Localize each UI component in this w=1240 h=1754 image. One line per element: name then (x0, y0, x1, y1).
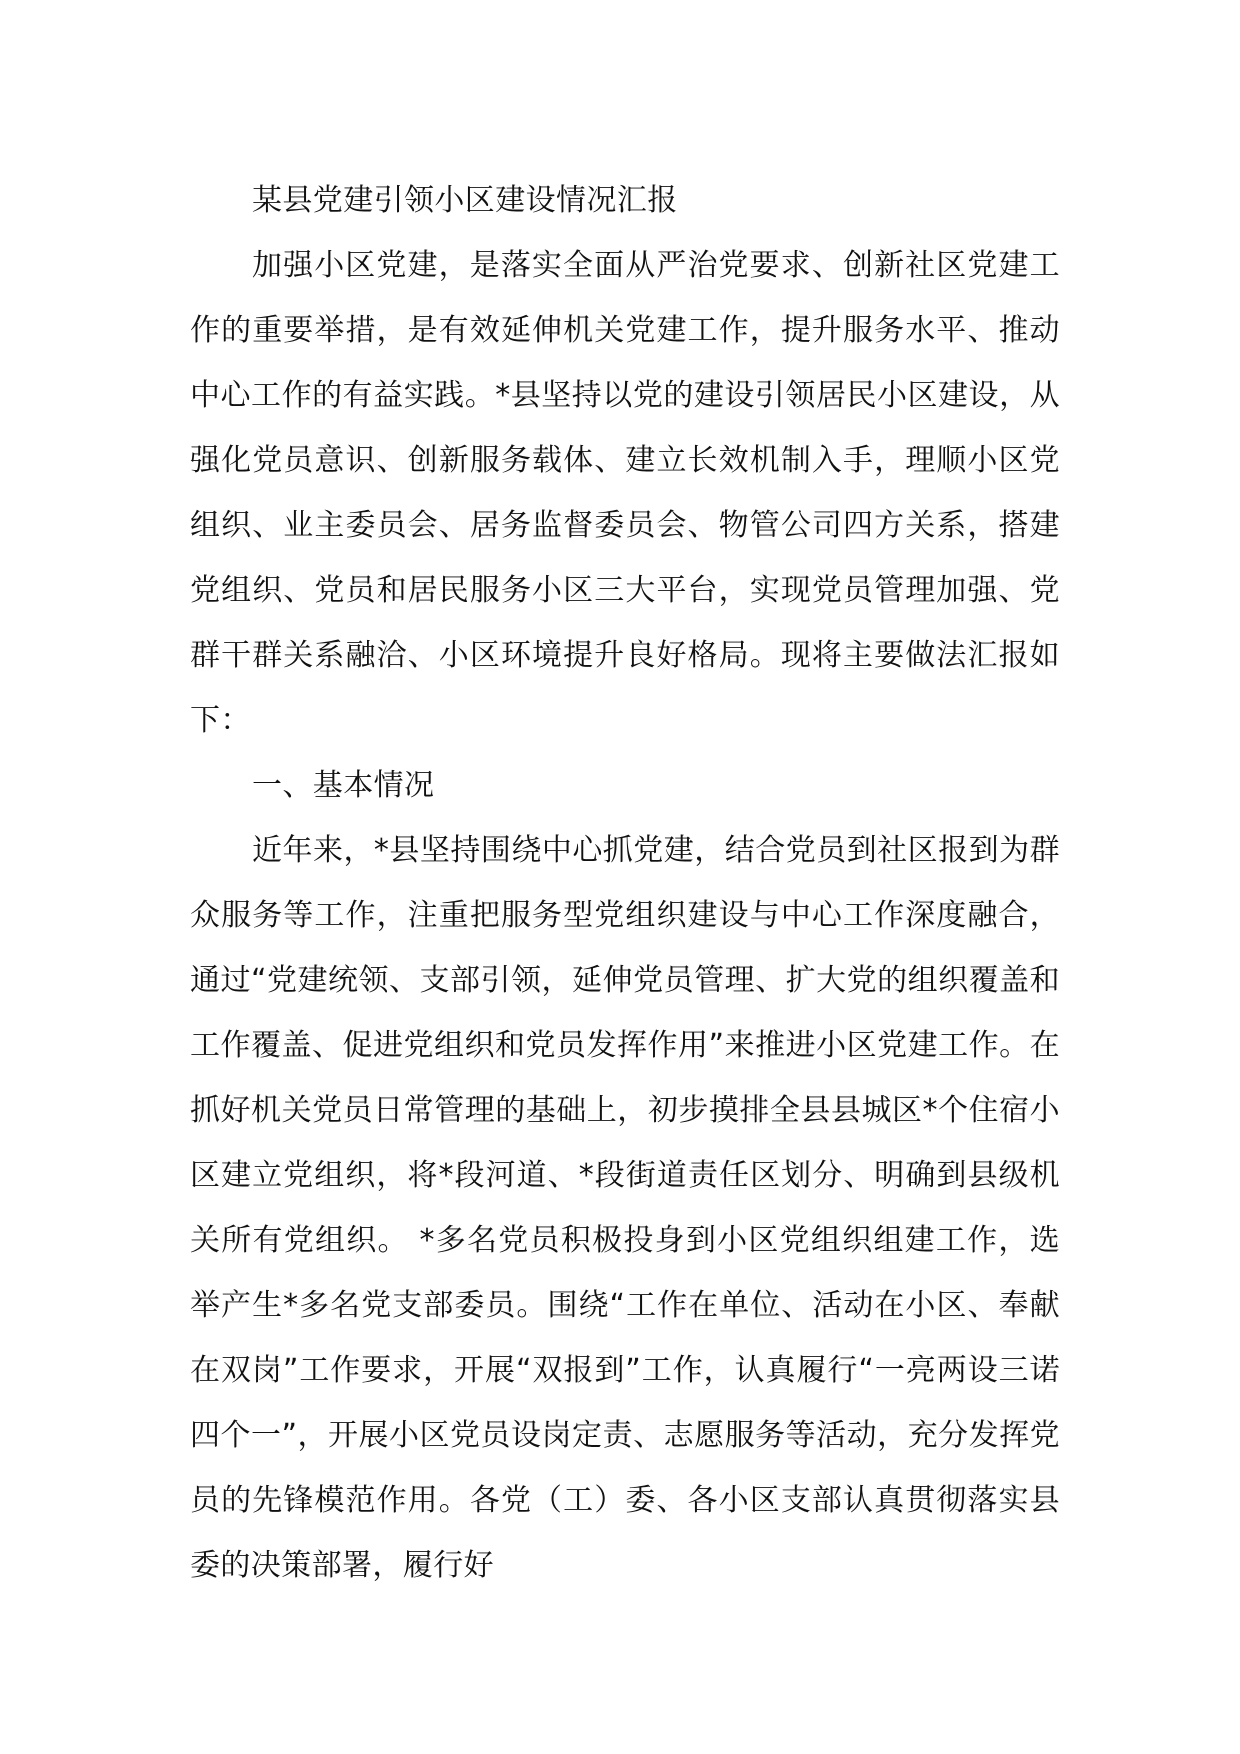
section-heading: 一、基本情况 (252, 768, 435, 803)
intro-paragraph: 加强小区党建，是落实全面从严治党要求、创新社区党建工作的重要举措，是有效延伸机关党建工作，提升服务水平、推动中心工作的有益实践。*县坚持以党的建设引领居民小区建设，从强化党员意识、创新服务载体、建立长效机制入手，理顺小区党组织、业主委员会、居务监督委员会、物管公司四方关系，搭建党组织、党员和居民服务小区三大平台，实现党员管理加强、党群干群关系融洽、小区环境提升良好格局。现将主要做法汇报如下： (190, 248, 1060, 738)
document-title: 某县党建引领小区建设情况汇报 (252, 183, 678, 218)
section-paragraph: 近年来，*县坚持围绕中心抓党建，结合党员到社区报到为群众服务等工作，注重把服务型党组织建设与中心工作深度融合，通过“党建统领、支部引领，延伸党员管理、扩大党的组织覆盖和工作覆盖、促进党组织和党员发挥作用”来推进小区党建工作。在抓好机关党员日常管理的基础上，初步摸排全县县城区*个住宿小区建立党组织，将*段河道、*段街道责任区划分、明确到县级机关所有党组织。 *多名党员积极投身到小区党组织组建工作，选举产生*多名党支部委员。围绕“工作在单位、活动在小区、奉献在双岗”工作要求，开展“双报到”工作，认真履行“一亮两设三诺四个一”，开展小区党员设岗定责、志愿服务等活动，充分发挥党员的先锋模范作用。各党（工）委、各小区支部认真贯彻落实县委的决策部署，履行好 (190, 833, 1060, 1583)
document-body (190, 168, 1060, 1598)
